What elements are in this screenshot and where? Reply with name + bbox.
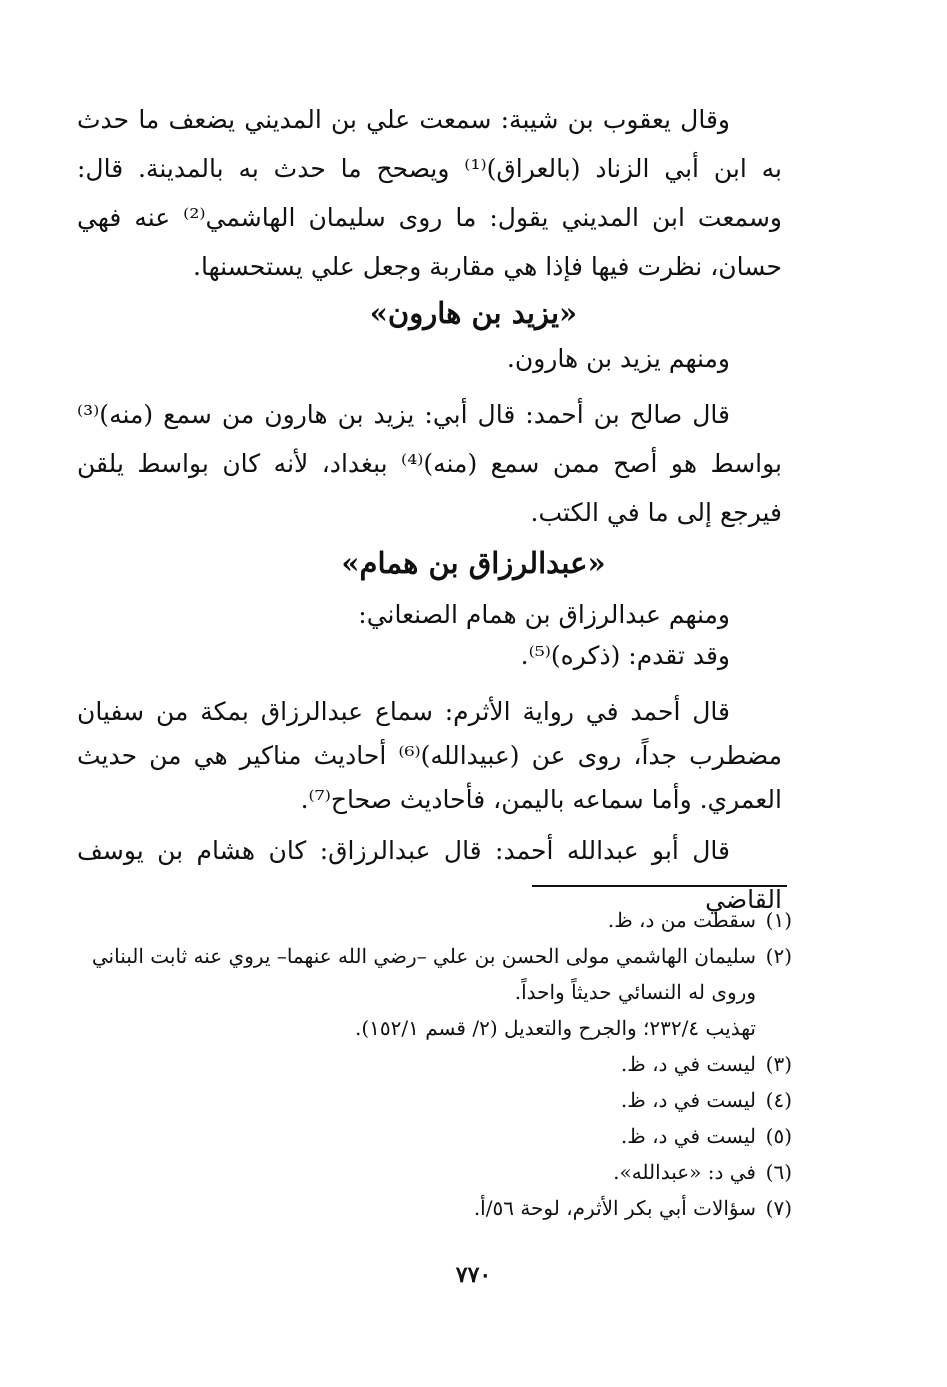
footnote-2 [87,938,792,1010]
footnote-number: (٣) [765,1052,792,1076]
section-heading-abdulrazzaq-bin-hammam: «عبدالرزاق بن همام» [341,546,606,580]
paragraph-yaqub-bin-shaybah [77,95,782,291]
page-number: ٧٧٠ [455,1262,492,1288]
footnote-7 [87,1190,792,1226]
paragraph-abdulrazzaq-intro [77,594,782,676]
paragraph-salih-bin-ahmad [77,390,782,537]
footnote-text: سليمان الهاشمي مولى الحسن بن علي –رضي الله عنهما– يروي عنه ثابت البناني وروى له النسائي حديثاً واحداً. [91,944,756,1004]
footnotes [87,902,792,1226]
footnote-text: ليست في د، ظ. [620,1088,756,1112]
paragraph-text: قال أحمد في رواية الأثرم: سماع عبدالرزاق بمكة من سفيان مضطرب جداً، روى عن (عبيدالله)⁽⁶⁾ أحاديث مناكير هي من حديث العمري. وأما سماعه باليمن، فأحاديث صحاح⁽⁷⁾. [77,697,782,814]
paragraph-text: قال صالح بن أحمد: قال أبي: يزيد بن هارون من سمع (منه)⁽³⁾ بواسط هو أصح ممن سمع (منه)⁽⁴⁾ ببغداد، لأنه كان بواسط يلقن فيرجع إلى ما في الكتب. [77,400,782,527]
paragraph-text: ومنهم عبدالرزاق بن همام الصنعاني: [358,600,730,629]
footnote-3 [87,1046,792,1082]
paragraph-text: وقال يعقوب بن شيبة: سمعت علي بن المديني يضعف ما حدث به ابن أبي الزناد (بالعراق)⁽¹⁾ ويصحح ما حدث به بالمدينة. قال: وسمعت ابن المديني يقول: ما روى سليمان الهاشمي⁽²⁾ عنه فهي حسان، نظرت فيها فإذا هي مقاربة وجعل علي يستحسنها. [77,105,782,281]
footnote-5 [87,1118,792,1154]
footnote-text: ليست في د، ظ. [620,1052,756,1076]
section-heading-yazid-bin-harun: «يزيد بن هارون» [369,296,578,330]
footnote-4 [87,1082,792,1118]
footnote-text: سؤالات أبي بكر الأثرم، لوحة ٥٦/أ. [473,1196,756,1220]
footnote-separator [532,885,787,887]
footnote-number: (٧) [765,1196,792,1220]
footnote-number: (٤) [765,1088,792,1112]
paragraph-yazid-intro [77,334,782,383]
footnote-1 [87,902,792,938]
footnote-number: (٥) [765,1124,792,1148]
footnote-number: (٢) [765,944,792,968]
paragraph-ahmad-athram [77,690,782,822]
footnote-text: سقطت من د، ظ. [607,908,756,932]
paragraph-text: وقد تقدم: (ذكره)⁽⁵⁾. [520,641,730,670]
paragraph-text: ومنهم يزيد بن هارون. [506,344,730,373]
footnote-text: ليست في د، ظ. [620,1124,756,1148]
footnote-2-reference: تهذيب ٢٣٢/٤؛ والجرح والتعديل (٢/ قسم ١٥٢/١). [355,1016,756,1040]
footnote-number: (٦) [765,1160,792,1184]
footnote-text: في د: «عبدالله». [613,1160,756,1184]
paragraph-text: قال أبو عبدالله أحمد: قال عبدالرزاق: كان هشام بن يوسف القاضي [77,836,782,914]
footnote-6 [87,1154,792,1190]
footnote-number: (١) [765,908,792,932]
